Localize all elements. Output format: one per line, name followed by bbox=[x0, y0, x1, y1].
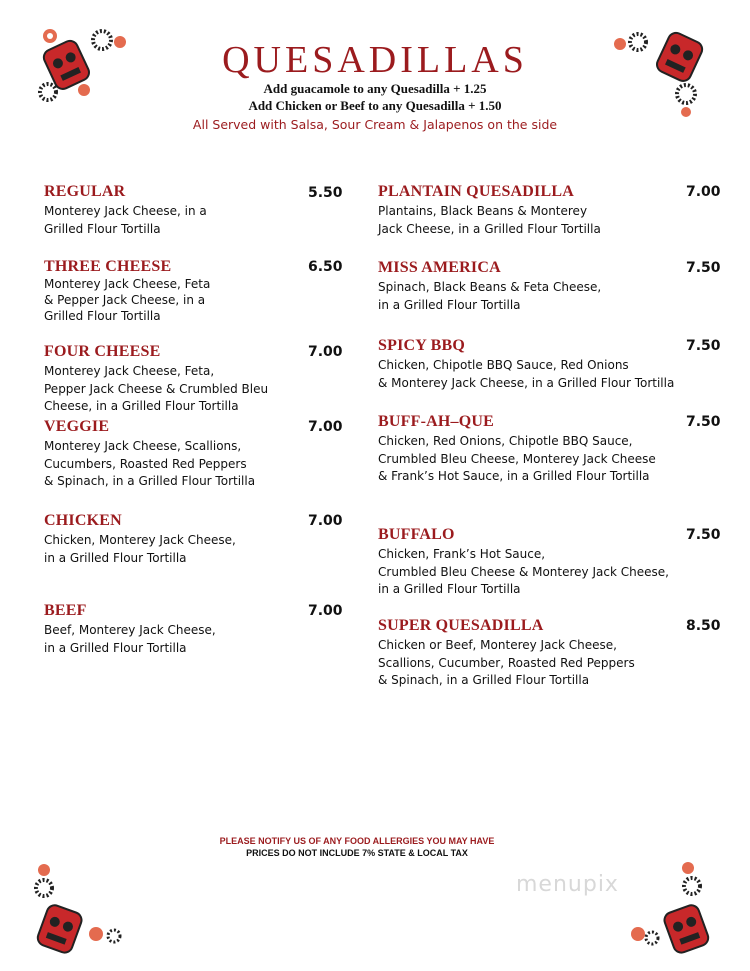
item-description: Plantains, Black Beans & Monterey Jack Cheese, in a Grilled Flour Tortilla bbox=[378, 204, 601, 236]
menu-item-buffalo bbox=[378, 526, 669, 599]
item-name: SPICY BBQ bbox=[378, 337, 466, 354]
item-description: Chicken, Chipotle BBQ Sauce, Red Onions & Monterey Jack Cheese, in a Grilled Flour Tortilla bbox=[378, 358, 675, 390]
item-description: Spinach, Black Beans & Feta Cheese, in a Grilled Flour Tortilla bbox=[378, 280, 602, 312]
sides-note: All Served with Salsa, Sour Cream & Jalapenos on the side bbox=[192, 117, 558, 132]
item-price: 7.00 bbox=[308, 603, 343, 619]
menu-item-buff-ah-que bbox=[378, 413, 656, 486]
item-price: 6.50 bbox=[308, 259, 343, 275]
item-name: CHICKEN bbox=[44, 512, 122, 529]
item-description: Beef, Monterey Jack Cheese, in a Grilled Flour Tortilla bbox=[44, 623, 216, 655]
menu-item-regular bbox=[44, 183, 207, 238]
menu-item-chicken bbox=[44, 512, 236, 567]
page-title: QUESADILLAS bbox=[222, 39, 528, 81]
item-name: MISS AMERICA bbox=[378, 259, 501, 276]
item-description: Monterey Jack Cheese, Feta, Pepper Jack Cheese & Crumbled Bleu Cheese, in a Grilled Flour Tortilla bbox=[44, 364, 269, 413]
menu-item-spicy-bbq bbox=[378, 337, 674, 392]
item-name: VEGGIE bbox=[44, 418, 110, 435]
menu-item-super-quesadilla bbox=[378, 617, 635, 690]
item-description: Monterey Jack Cheese, in a Grilled Flour Tortilla bbox=[44, 204, 207, 236]
menu-item-veggie bbox=[44, 418, 255, 491]
item-price: 7.50 bbox=[686, 338, 721, 354]
item-price: 7.50 bbox=[686, 260, 721, 276]
item-price: 7.00 bbox=[308, 513, 343, 529]
protein-note: Add Chicken or Beef to any Quesadilla + 1.50 bbox=[248, 98, 502, 113]
mask-ornament-icon bbox=[28, 862, 128, 957]
item-name: PLANTAIN QUESADILLA bbox=[378, 183, 574, 200]
item-name: BUFF-AH–QUE bbox=[378, 413, 494, 430]
menu-item-plantain bbox=[378, 183, 601, 238]
item-name: SUPER QUESADILLA bbox=[378, 617, 544, 634]
item-price: 7.50 bbox=[686, 414, 721, 430]
item-description: Chicken, Frank’s Hot Sauce, Crumbled Bleu Cheese & Monterey Jack Cheese, in a Grilled Flour Tortilla bbox=[378, 547, 669, 596]
item-price: 7.00 bbox=[308, 344, 343, 360]
item-description: Chicken, Monterey Jack Cheese, in a Grilled Flour Tortilla bbox=[44, 533, 236, 565]
menu-item-three-cheese bbox=[44, 258, 210, 324]
item-price: 8.50 bbox=[686, 618, 721, 634]
item-description: Chicken, Red Onions, Chipotle BBQ Sauce, Crumbled Bleu Cheese, Monterey Jack Cheese & Frank’s Hot Sauce, in a Grilled Flour Tortilla bbox=[378, 434, 656, 483]
allergy-notice: PLEASE NOTIFY US OF ANY FOOD ALLERGIES YOU MAY HAVE bbox=[219, 836, 495, 846]
item-description: Monterey Jack Cheese, Feta & Pepper Jack Cheese, in a Grilled Flour Tortilla bbox=[44, 277, 211, 323]
menu-item-miss-america bbox=[378, 259, 601, 314]
item-name: BEEF bbox=[44, 602, 87, 619]
item-name: THREE CHEESE bbox=[44, 258, 172, 275]
guacamole-note: Add guacamole to any Quesadilla + 1.25 bbox=[263, 81, 487, 96]
item-description: Chicken or Beef, Monterey Jack Cheese, Scallions, Cucumber, Roasted Red Peppers & Spinach, in a Grilled Flour Tortilla bbox=[378, 638, 635, 687]
menu-item-beef bbox=[44, 602, 216, 657]
tax-notice: PRICES DO NOT INCLUDE 7% STATE & LOCAL TAX bbox=[246, 848, 468, 858]
item-name: FOUR CHEESE bbox=[44, 343, 161, 360]
item-price: 5.50 bbox=[308, 185, 343, 201]
menupix-watermark: menupix bbox=[516, 872, 619, 897]
item-price: 7.00 bbox=[308, 419, 343, 435]
menu-item-four-cheese bbox=[44, 343, 268, 416]
item-price: 7.50 bbox=[686, 527, 721, 543]
item-description: Monterey Jack Cheese, Scallions, Cucumbers, Roasted Red Peppers & Spinach, in a Grilled Flour Tortilla bbox=[44, 439, 256, 488]
item-name: BUFFALO bbox=[378, 526, 455, 543]
item-price: 7.00 bbox=[686, 184, 721, 200]
item-name: REGULAR bbox=[44, 183, 126, 200]
mask-ornament-icon bbox=[614, 858, 714, 958]
